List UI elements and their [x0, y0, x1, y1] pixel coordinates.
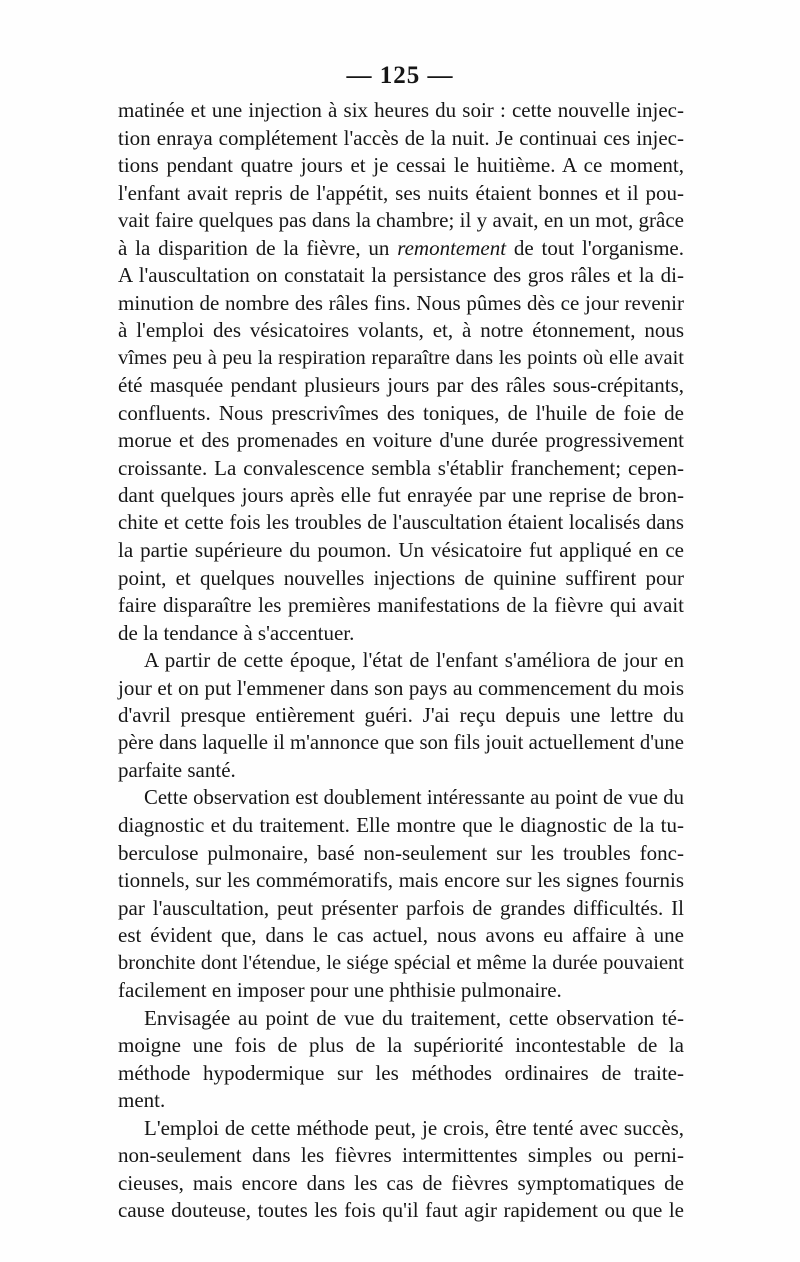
page-number: — 125 — — [346, 62, 454, 89]
text-line: minution de nombre des râles fins. Nous pûmes dès ce jour revenir — [118, 290, 684, 315]
text-line: non-seulement dans les fièvres intermittentes simples ou perni- — [118, 1143, 684, 1167]
text-line: été masquée pendant plusieurs jours par des râles sous-crépitants, — [118, 373, 684, 397]
text-line: faire disparaître les premières manifestations de la fièvre qui avait — [118, 593, 684, 617]
text-segment: à la disparition de la fièvre, un — [118, 235, 398, 260]
text-line: Envisagée au point de vue du traitement, cette observation té- — [144, 1005, 684, 1030]
text-line: cause douteuse, toutes les fois qu'il faut agir rapidement ou que le — [118, 1198, 684, 1222]
text-line: tion enraya complétement l'accès de la nuit. Je continuai ces injec- — [118, 125, 684, 150]
text-line: jour et on put l'emmener dans son pays au commencement du mois — [118, 675, 684, 700]
text-line: parfaite santé. — [118, 758, 236, 782]
text-line: morue et des promenades en voiture d'une durée progressivement — [118, 428, 684, 452]
text-line: cieuses, mais encore dans les cas de fièvres symptomatiques de — [118, 1170, 684, 1195]
text-line: dant quelques jours après elle fut enrayée par une reprise de bron- — [118, 483, 684, 507]
text-line: méthode hypodermique sur les méthodes ordinaires de traite- — [118, 1060, 684, 1085]
text-line: vait faire quelques pas dans la chambre; il y avait, en un mot, grâce — [118, 208, 684, 232]
text-line: est évident que, dans le cas actuel, nous avons eu affaire à une — [118, 923, 684, 947]
text-line: berculose pulmonaire, basé non-seulement sur les troubles fonc- — [118, 840, 684, 865]
text-line: matinée et une injection à six heures du soir : cette nouvelle injec- — [118, 98, 684, 122]
text-line: point, et quelques nouvelles injections de quinine suffirent pour — [118, 565, 684, 590]
text-line — [118, 235, 684, 263]
text-line: moigne une fois de plus de la supériorité incontestable de la — [118, 1033, 684, 1057]
text-line: par l'auscultation, peut présenter parfois de grandes difficultés. Il — [118, 895, 684, 920]
text-line: facilement en imposer pour une phthisie pulmonaire. — [118, 978, 562, 1002]
text-line: chite et cette fois les troubles de l'auscultation étaient localisés dans — [118, 511, 684, 534]
text-line: vîmes peu à peu la respiration reparaître dans les points où elle avait — [118, 346, 684, 369]
text-line: tions pendant quatre jours et je cessai le huitième. A ce moment, — [118, 153, 684, 177]
text-line: bronchite dont l'étendue, le siége spécial et même la durée pouvaient — [118, 951, 684, 974]
text-line: L'emploi de cette méthode peut, je crois, être tenté avec succès, — [144, 1115, 684, 1140]
text-line: A partir de cette époque, l'état de l'enfant s'améliora de jour en — [144, 648, 684, 672]
text-line: Cette observation est doublement intéressante au point de vue du — [144, 786, 684, 809]
text-line: père dans laquelle il m'annonce que son fils jouit actuellement d'une — [118, 731, 684, 754]
italic-term: remontement — [397, 235, 507, 260]
text-line: ment. — [118, 1088, 166, 1112]
text-line: à l'emploi des vésicatoires volants, et, à notre étonnement, nous — [118, 318, 684, 342]
text-line: diagnostic et du traitement. Elle montre que le diagnostic de la tu- — [118, 813, 684, 837]
text-segment: de tout l'organisme. — [506, 235, 684, 260]
text-line: tionnels, sur les commémoratifs, mais encore sur les signes fournis — [118, 868, 684, 892]
text-line: A l'auscultation on constatait la persistance des gros râles et la di- — [118, 263, 684, 287]
body-text — [118, 97, 684, 1225]
text-line: d'avril presque entièrement guéri. J'ai reçu depuis une lettre du — [118, 703, 684, 727]
text-line: de la tendance à s'accentuer. — [118, 620, 355, 645]
text-line: l'enfant avait repris de l'appétit, ses nuits étaient bonnes et il pou- — [118, 180, 684, 205]
text-line: confluents. Nous prescrivîmes des toniques, de l'huile de foie de — [118, 400, 684, 425]
text-line: la partie supérieure du poumon. Un vésicatoire fut appliqué en ce — [118, 538, 684, 562]
text-line: croissante. La convalescence sembla s'établir franchement; cepen- — [118, 455, 684, 480]
